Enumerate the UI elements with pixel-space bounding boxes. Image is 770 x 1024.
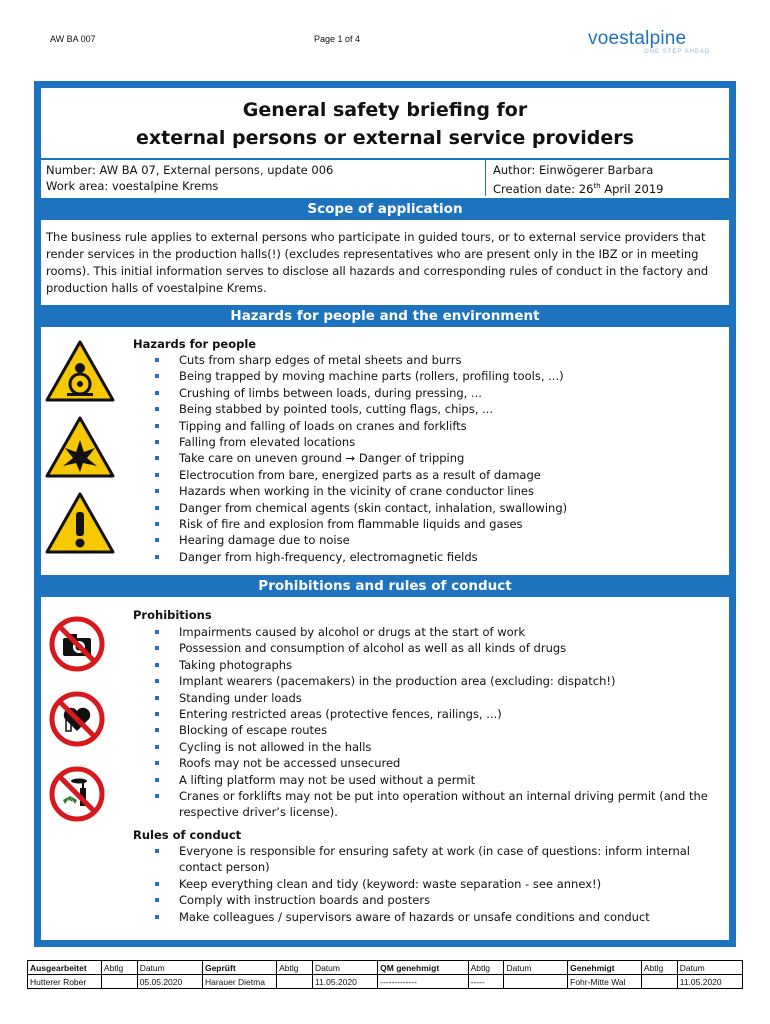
list-item: Possession and consumption of alcohol as well as all kinds of drugs (153, 640, 723, 656)
logo-brand: voestalpine (588, 28, 687, 49)
list-item: Impairments caused by alcohol or drugs at the start of work (153, 624, 723, 640)
document-title (41, 88, 729, 158)
approval-value-cell (101, 975, 137, 989)
scope-heading: Scope of application (41, 198, 729, 220)
no-alcohol-drugs-icon (49, 766, 105, 822)
approval-value-cell: Harauer Dietma (202, 975, 276, 989)
approval-header-cell: QM genehmigt (378, 961, 468, 975)
author: Author: Einwögerer Barbara (493, 163, 654, 177)
approval-value-row (28, 975, 743, 989)
approval-value-cell (504, 975, 568, 989)
approval-header-cell: Abtlg (641, 961, 677, 975)
list-item: Cuts from sharp edges of metal sheets and burrs (153, 352, 723, 368)
approval-value-cell: 11.05.2020 (677, 975, 742, 989)
approval-header-cell: Abtlg (277, 961, 313, 975)
approval-value-cell: Hutterer Rober (28, 975, 102, 989)
list-item: Risk of fire and explosion from flammable liquids and gases (153, 516, 723, 532)
list-item: A lifting platform may not be used without a permit (153, 772, 723, 788)
divider (41, 158, 729, 160)
page-number: Page 1 of 4 (314, 34, 361, 44)
approval-table (27, 960, 743, 989)
list-item: Taking photographs (153, 657, 723, 673)
list-item: Implant wearers (pacemakers) in the production area (excluding: dispatch!) (153, 673, 723, 689)
doc-id: AW BA 007 (50, 34, 96, 44)
approval-header-cell: Abtlg (468, 961, 504, 975)
doc-number: Number: AW BA 07, External persons, update 006 (46, 163, 334, 177)
hazards-subheading: Hazards for people (133, 337, 257, 351)
title-line-1: General safety briefing for (242, 99, 528, 121)
list-item: Roofs may not be accessed unsecured (153, 755, 723, 771)
approval-header-cell: Datum (677, 961, 742, 975)
logo-tagline: ONE STEP AHEAD (644, 49, 711, 55)
crushing-warning-icon (45, 340, 115, 402)
list-item: Hazards when working in the vicinity of crane conductor lines (153, 483, 723, 499)
approval-header-cell: Datum (312, 961, 377, 975)
divider (485, 160, 486, 196)
approval-header-cell: Abtlg (101, 961, 137, 975)
work-area: Work area: voestalpine Krems (46, 179, 219, 193)
approval-header-cell: Geprüft (202, 961, 276, 975)
list-item: Standing under loads (153, 690, 723, 706)
list-item: Entering restricted areas (protective fences, railings, ...) (153, 706, 723, 722)
approval-header-cell: Datum (504, 961, 568, 975)
list-item: Cranes or forklifts may not be put into operation without an internal driving permit (and the respective driver’s license). (153, 788, 723, 821)
voestalpine-logo (588, 28, 710, 55)
explosive-warning-icon (45, 416, 115, 478)
prohibitions-subheading: Prohibitions (133, 608, 212, 622)
approval-value-cell (641, 975, 677, 989)
prohibitions-heading: Prohibitions and rules of conduct (41, 575, 729, 597)
approval-value-cell: Fohr-Mitte Wal (568, 975, 642, 989)
list-item: Hearing damage due to noise (153, 532, 723, 548)
approval-value-cell (277, 975, 313, 989)
approval-header-cell: Datum (137, 961, 202, 975)
list-item: Being trapped by moving machine parts (rollers, profiling tools, ...) (153, 368, 723, 384)
list-item: Comply with instruction boards and posters (153, 892, 723, 908)
list-item: Crushing of limbs between loads, during pressing, ... (153, 385, 723, 401)
list-item: Danger from high-frequency, electromagnetic fields (153, 549, 723, 565)
list-item: Blocking of escape routes (153, 722, 723, 738)
general-warning-icon (45, 492, 115, 554)
list-item: Everyone is responsible for ensuring safety at work (in case of questions: inform internal contact person) (153, 843, 723, 876)
approval-header-cell: Genehmigt (568, 961, 642, 975)
creation-date: Creation date: 26th April 2019 (493, 181, 664, 196)
approval-value-cell: 11.05.2020 (312, 975, 377, 989)
title-line-2: external persons or external service providers (136, 127, 634, 149)
approval-value-cell: 05.05.2020 (137, 975, 202, 989)
hazards-heading: Hazards for people and the environment (41, 305, 729, 327)
prohibition-list (153, 624, 723, 821)
list-item: Being stabbed by pointed tools, cutting flags, chips, ... (153, 401, 723, 417)
hazard-list (153, 352, 723, 565)
list-item: Danger from chemical agents (skin contact, inhalation, swallowing) (153, 500, 723, 516)
document-body (41, 88, 729, 940)
list-item: Take care on uneven ground → Danger of tripping (153, 450, 723, 466)
no-photography-icon (49, 616, 105, 672)
rules-list (153, 843, 723, 925)
list-item: Cycling is not allowed in the halls (153, 739, 723, 755)
approval-value-cell: ----- (468, 975, 504, 989)
approval-header-row (28, 961, 743, 975)
list-item: Keep everything clean and tidy (keyword: waste separation - see annex!) (153, 876, 723, 892)
approval-value-cell: ------------- (378, 975, 468, 989)
list-item: Make colleagues / supervisors aware of hazards or unsafe conditions and conduct (153, 909, 723, 925)
list-item: Falling from elevated locations (153, 434, 723, 450)
approval-header-cell: Ausgearbeitet (28, 961, 102, 975)
no-pacemaker-icon (49, 691, 105, 747)
scope-text: The business rule applies to external persons who participate in guided tours, or to external service providers that render services in the production halls(!) (excludes representatives who are present only in the IBZ or in meeting rooms). This initial information serves to disclose all hazards and corresponding rules of conduct in the factory and production halls of voestalpine Krems. (46, 230, 709, 295)
rules-subheading: Rules of conduct (133, 828, 242, 842)
list-item: Electrocution from bare, energized parts as a result of damage (153, 467, 723, 483)
list-item: Tipping and falling of loads on cranes and forklifts (153, 418, 723, 434)
